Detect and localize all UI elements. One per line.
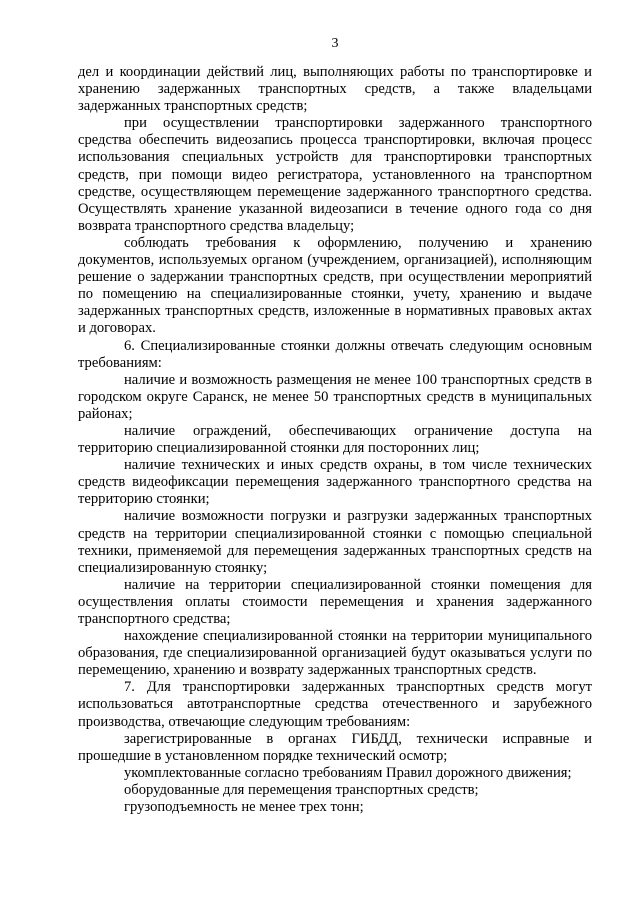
paragraph: дел и координации действий лиц, выполняющих работы по транспортировке и хранению задержанных транспортных средств, а также владельцами задержанных транспортных средств; [78,64,592,115]
paragraph: нахождение специализированной стоянки на территории муниципального образования, где специализированной организацией будут оказываться услуги по перемещению, хранению и возврату задержанных транспортных средств. [78,628,592,679]
paragraph: наличие ограждений, обеспечивающих ограничение доступа на территорию специализированной стоянки для посторонних лиц; [78,422,592,457]
paragraph: соблюдать требования к оформлению, получению и хранению документов, используемых органом (учреждением, организацией), исполняющим решение о задержании транспортных средств, при осуществлении мероприятий по помещению на специализированные стоянки, учету, хранению и выдаче задержанных транспортных средств, изложенные в нормативных правовых актах и договорах. [78,234,592,337]
paragraph: наличие технических и иных средств охраны, в том числе технических средств видеофиксации перемещения задержанного транспортного средства на территорию стоянки; [78,457,592,508]
section-heading-paragraph: 7. Для транспортировки задержанных транспортных средств могут использоваться автотранспортные средства отечественного и зарубежного производства, отвечающие следующим требованиям: [78,679,592,730]
page-number: 3 [331,36,339,51]
paragraph: грузоподъемность не менее трех тонн; [124,799,364,816]
paragraph: наличие возможности погрузки и разгрузки задержанных транспортных средств на территории специализированной стоянки с помощью специальной техники, применяемой для перемещения задержанных транспортных средств на специализированную стоянку; [78,508,592,576]
paragraph: оборудованные для перемещения транспортных средств; [124,781,479,798]
section-heading-paragraph: 6. Специализированные стоянки должны отвечать следующим основным требованиям: [78,337,592,371]
paragraph: наличие на территории специализированной стоянки помещения для осуществления оплаты стоимости перемещения и хранения задержанного транспортного средства; [78,576,592,627]
paragraph: при осуществлении транспортировки задержанного транспортного средства обеспечить видеозапись процесса транспортировки, включая процесс использования специальных устройств для транспортировки транспортных средств, при помощи видео регистратора, установленного на транспортном средстве, осуществляющем перемещение задержанного транспортного средства. Осуществлять хранение указанной видеозаписи в течение одного года со дня возврата транспортного средства владельцу; [78,115,592,234]
document-body [78,64,592,816]
paragraph: зарегистрированные в органах ГИБДД, технически исправные и прошедшие в установленном порядке технический осмотр; [78,730,592,764]
paragraph: укомплектованные согласно требованиям Правил дорожного движения; [124,764,572,781]
paragraph: наличие и возможность размещения не менее 100 транспортных средств в городском округе Саранск, не менее 50 транспортных средств в муниципальных районах; [78,371,592,422]
